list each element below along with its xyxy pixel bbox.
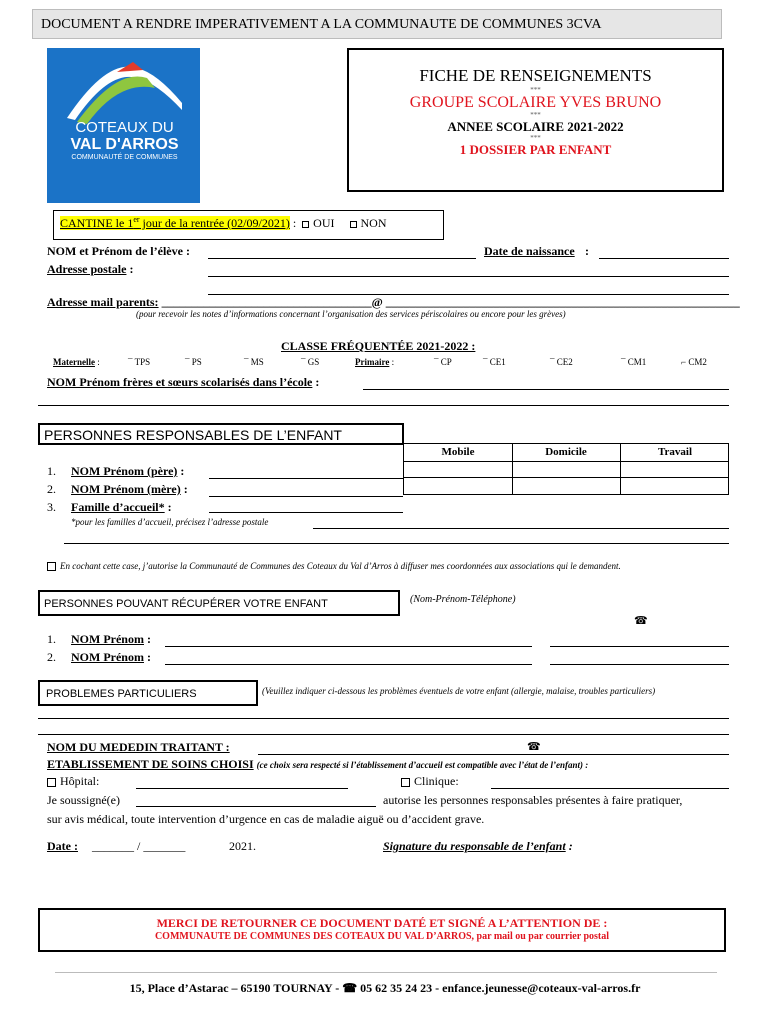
soussigne-field[interactable] — [136, 806, 376, 807]
freres-text: NOM Prénom frères et sœurs scolarisés dans l’école — [47, 375, 313, 389]
cantine-non-checkbox[interactable] — [350, 221, 357, 228]
recuperer-title: PERSONNES POUVANT RÉCUPÉRER VOTRE ENFANT — [44, 598, 328, 610]
autorise-text: autorise les personnes responsables présentes à faire pratiquer, — [383, 793, 683, 807]
classe-option-ce1[interactable]: ¯ CE1 — [483, 357, 506, 367]
top-banner — [32, 9, 722, 39]
consent-row — [47, 561, 621, 571]
adresse-label — [47, 262, 133, 277]
accueil-address-field-2[interactable] — [64, 543, 729, 544]
cantine-label-text: CANTINE le 1 — [60, 216, 134, 230]
problemes-field-2[interactable] — [38, 734, 729, 735]
resp-famille-field[interactable] — [209, 512, 403, 513]
cantine-label-date: jour de la rentrée (02/09/2021) — [139, 216, 290, 230]
clinique-field[interactable] — [491, 788, 729, 789]
clinique-label: Clinique: — [414, 774, 459, 788]
recup-num-2: 2. — [47, 650, 56, 664]
date-naissance-field[interactable] — [599, 258, 729, 259]
resp-mere-field[interactable] — [209, 496, 403, 497]
problemes-title: PROBLEMES PARTICULIERS — [46, 688, 197, 700]
mail-label — [47, 295, 740, 310]
option-label: CP — [440, 357, 452, 367]
classe-option-ms[interactable]: ¯ MS — [244, 357, 264, 367]
cantine-oui-checkbox[interactable] — [302, 221, 309, 228]
mail-label-text: Adresse mail parents: — [47, 295, 159, 309]
resp-num-1: 1. — [47, 464, 56, 478]
avis-text: sur avis médical, toute intervention d’urgence en cas de maladie aiguë ou d’accident grave. — [47, 812, 485, 826]
recup-item-2: NOM Prénom : — [71, 650, 151, 664]
date-label: Date : — [47, 839, 78, 853]
table-divider — [404, 477, 728, 478]
merci-line2: COMMUNAUTE DE COMMUNES DES COTEAUX DU VAL D’ARROS, par mail ou par courrier postal — [154, 931, 610, 942]
accueil-note: *pour les familles d’accueil, précisez l’adresse postale — [71, 517, 269, 527]
footer-contact: 15, Place d’Astarac – 65190 TOURNAY - ☎ 05 62 35 24 23 - enfance.jeunesse@coteaux-val-arros.fr — [129, 981, 641, 995]
option-label: CE1 — [489, 357, 506, 367]
hopital-option[interactable] — [47, 774, 99, 789]
classe-option-tps[interactable]: ¯ TPS — [128, 357, 151, 367]
cantine-box — [53, 210, 444, 240]
logo — [47, 48, 200, 203]
recup-1-phone-field[interactable] — [550, 646, 729, 647]
adresse-field-1[interactable] — [208, 276, 729, 277]
option-label: PS — [191, 357, 202, 367]
classe-option-ps[interactable]: ¯ PS — [185, 357, 202, 367]
primaire-text: Primaire — [355, 357, 390, 367]
problemes-hint: (Veuillez indiquer ci-dessous les problèmes éventuels de votre enfant (allergie, malaise, troubles particuliers) — [262, 686, 656, 696]
classe-option-cm1[interactable]: ¯ CM1 — [621, 357, 647, 367]
recup-2-phone-field[interactable] — [550, 664, 729, 665]
hopital-checkbox[interactable] — [47, 778, 56, 787]
separator-stars: *** — [530, 134, 541, 142]
col-domicile: Domicile — [545, 446, 587, 458]
dossier-note: 1 DOSSIER PAR ENFANT — [459, 142, 612, 157]
form-title: FICHE DE RENSEIGNEMENTS — [419, 66, 652, 85]
soins-row — [47, 757, 588, 772]
option-label: MS — [250, 357, 264, 367]
recuperer-header — [38, 590, 400, 616]
option-label: CM1 — [627, 357, 647, 367]
recup-label: NOM Prénom — [71, 650, 144, 664]
clinique-option[interactable] — [401, 774, 459, 789]
contact-table — [403, 443, 729, 495]
resp-label: NOM Prénom (père) — [71, 464, 178, 478]
merci-line1: MERCI DE RETOURNER CE DOCUMENT DATÉ ET SIGNÉ A L’ATTENTION DE : — [156, 916, 608, 930]
problemes-field-1[interactable] — [38, 718, 729, 719]
school-year: ANNEE SCOLAIRE 2021-2022 — [447, 119, 624, 134]
footer-divider — [55, 972, 717, 973]
classe-option-ce2[interactable]: ¯ CE2 — [550, 357, 573, 367]
logo-line2: VAL D'ARROS — [70, 136, 179, 153]
nom-eleve-label — [47, 244, 190, 259]
accueil-address-field-1[interactable] — [313, 528, 729, 529]
soussigne-label: Je soussigné(e) — [47, 793, 120, 807]
school-name: GROUPE SCOLAIRE YVES BRUNO — [409, 94, 662, 111]
date-field[interactable]: _______ / _______ — [92, 839, 186, 853]
signature-text: Signature du responsable de l’enfant — [383, 839, 566, 853]
nom-eleve-text: NOM et Prénom de l’élève — [47, 244, 183, 258]
logo-line3: COMMUNAUTÉ DE COMMUNES — [71, 154, 178, 161]
cantine-colon: : — [289, 216, 297, 230]
resp-num-3: 3. — [47, 500, 56, 514]
signature-label — [383, 839, 573, 854]
recuperer-hint: (Nom-Prénom-Téléphone) — [410, 594, 516, 605]
resp-label: Famille d’accueil* — [71, 500, 165, 514]
classe-option-cp[interactable]: ¯ CP — [434, 357, 452, 367]
header-info-box — [347, 48, 724, 192]
logo-line1: COTEAUX DU — [75, 119, 174, 136]
option-label: CE2 — [556, 357, 573, 367]
problemes-header — [38, 680, 258, 706]
responsables-header — [38, 423, 404, 445]
signature-colon: : — [565, 839, 573, 853]
cantine-label — [60, 216, 290, 230]
primaire-label: Primaire : — [355, 357, 395, 367]
table-divider — [620, 444, 621, 494]
adresse-text: Adresse postale — [47, 262, 127, 276]
consent-checkbox[interactable] — [47, 562, 56, 571]
resp-item-mere: NOM Prénom (mère) : — [71, 482, 188, 496]
option-label: TPS — [134, 357, 151, 367]
mail-field[interactable]: ___________________________________@ ___________________________________________________________ — [158, 295, 740, 309]
resp-num-2: 2. — [47, 482, 56, 496]
separator-stars: *** — [530, 111, 541, 119]
cantine-label-sup: er — [133, 215, 140, 224]
medecin-field[interactable] — [258, 754, 729, 755]
cantine-oui-label: OUI — [313, 216, 335, 230]
soins-note: (ce choix sera respecté si l’établissement d’accueil est compatible avec l’état de l’enfant) : — [256, 760, 589, 770]
phone-icon: ☎ — [527, 741, 541, 753]
date-naissance-colon: : — [585, 244, 589, 258]
freres-field-2[interactable] — [38, 405, 729, 406]
resp-label: NOM Prénom (mère) — [71, 482, 181, 496]
freres-label: NOM Prénom frères et sœurs scolarisés dans l’école : — [47, 375, 320, 389]
mail-note: (pour recevoir les notes d’informations concernant l’organisation des services périscolaires ou encore pour les grèves) — [136, 309, 566, 319]
date-year: 2021. — [229, 839, 256, 853]
resp-item-famille: Famille d’accueil* : — [71, 500, 172, 514]
soins-label: ETABLISSEMENT DE SOINS CHOISI — [47, 757, 254, 771]
responsables-title: PERSONNES RESPONSABLES DE L’ENFANT — [44, 427, 342, 443]
separator-stars: *** — [530, 86, 541, 94]
col-mobile: Mobile — [441, 446, 475, 458]
adresse-colon: : — [126, 262, 134, 276]
classe-option-cm2[interactable]: ⌐ CM2 — [681, 357, 707, 367]
recup-2-name-field[interactable] — [165, 664, 532, 665]
resp-item-pere: NOM Prénom (père) : — [71, 464, 185, 478]
resp-pere-field[interactable] — [209, 478, 403, 479]
date-naissance-label — [484, 244, 575, 259]
consent-text: En cochant cette case, j’autorise la Communauté de Communes des Coteaux du Val d’Arros à diffuser mes coordonnées aux associations qui le demandent. — [60, 561, 621, 571]
option-label: CM2 — [688, 357, 707, 367]
hopital-field[interactable] — [136, 788, 348, 789]
maternelle-label: Maternelle : — [53, 357, 100, 367]
col-travail: Travail — [657, 446, 692, 458]
recup-1-name-field[interactable] — [165, 646, 532, 647]
table-divider — [404, 461, 728, 462]
classe-title: CLASSE FRÉQUENTÉE 2021-2022 : — [281, 339, 476, 353]
medecin-label: NOM DU MEDEDIN TRAITANT : — [47, 740, 230, 754]
table-divider — [512, 444, 513, 494]
maternelle-text: Maternelle — [53, 357, 95, 367]
recup-item-1: NOM Prénom : — [71, 632, 151, 646]
clinique-checkbox[interactable] — [401, 778, 410, 787]
hopital-label: Hôpital: — [60, 774, 100, 788]
merci-box — [38, 908, 726, 952]
banner-text: DOCUMENT A RENDRE IMPERATIVEMENT A LA COMMUNAUTE DE COMMUNES 3CVA — [41, 17, 602, 32]
nom-eleve-field[interactable] — [208, 258, 476, 259]
recup-label: NOM Prénom — [71, 632, 144, 646]
option-label: GS — [307, 357, 320, 367]
classe-option-gs[interactable]: ¯ GS — [301, 357, 320, 367]
date-naissance-text: Date de naissance — [484, 244, 575, 258]
recup-num-1: 1. — [47, 632, 56, 646]
phone-icon: ☎ — [634, 615, 648, 627]
freres-field-1[interactable] — [363, 389, 729, 390]
cantine-non-label: NON — [360, 216, 387, 230]
nom-eleve-colon: : — [182, 244, 190, 258]
